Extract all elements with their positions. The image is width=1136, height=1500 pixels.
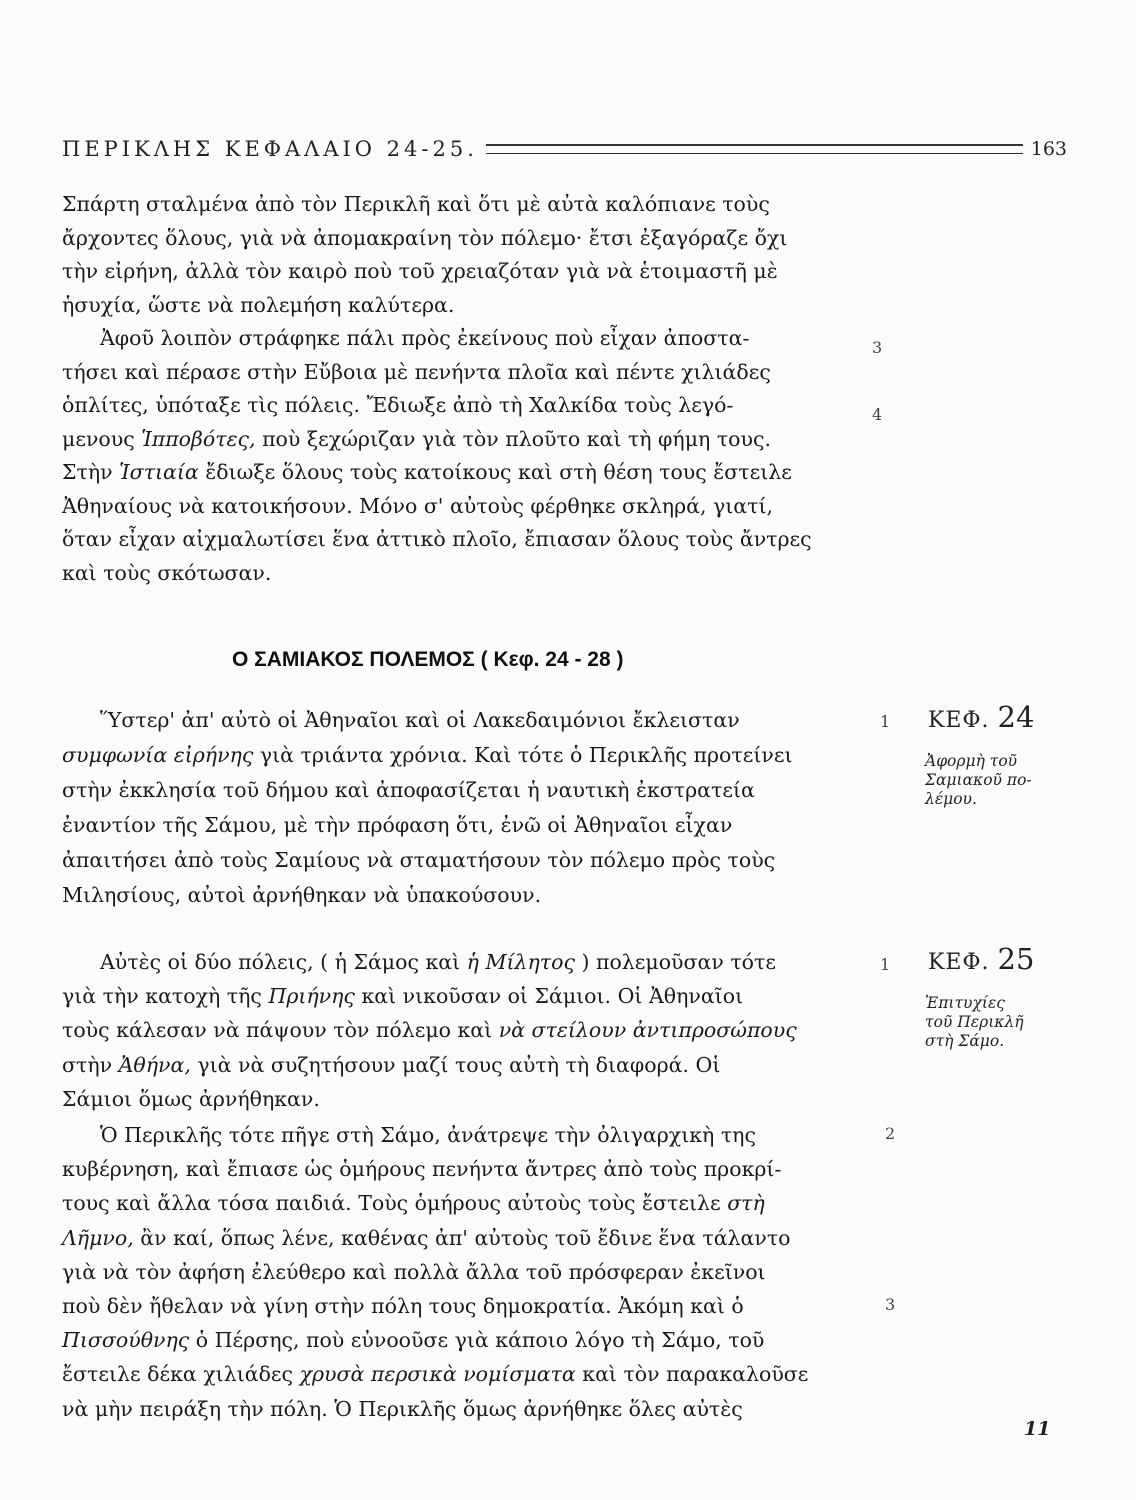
text-line: Λῆμνο, ἂν καί, ὅπως λένε, καθένας ἀπ' αὐτοὺς τοῦ ἔδινε ἕνα τάλαντο <box>62 1225 791 1250</box>
text-line: ἐναντίον τῆς Σάμου, μὲ τὴν πρόφαση ὅτι, ἐνῶ οἱ Ἀθηναῖοι εἶχαν <box>62 813 733 837</box>
margin-number: 2 <box>885 1124 896 1143</box>
text-line: ἄρχοντες ὅλους, γιὰ νὰ ἀπομακραίνη τὸν πόλεμο· ἔτσι ἐξαγόραζε ὄχι <box>62 225 788 250</box>
italic-term: στὴ <box>727 1191 765 1216</box>
italic-term: Πριήνης <box>268 984 355 1009</box>
margin-number: 3 <box>872 338 883 357</box>
text-line: ἀπαιτήσει ἀπὸ τοὺς Σαμίους νὰ σταματήσουν τὸν πόλεμο πρὸς τοὺς <box>62 848 776 872</box>
paragraph-3 <box>62 703 862 913</box>
text-line: Στὴν Ἱστιαία ἔδιωξε ὅλους τοὺς κατοίκους καὶ στὴ θέση τους ἔστειλε <box>62 460 792 484</box>
section-heading: Ο ΣΑΜΙΑΚΟΣ ΠΟΛΕΜΟΣ ( Κεφ. 24 - 28 ) <box>232 648 624 671</box>
running-header <box>62 136 1067 162</box>
text-line: ὁπλίτες, ὑπόταξε τὶς πόλεις. Ἔδιωξε ἀπὸ τὴ Χαλκίδα τοὺς λεγό- <box>62 393 734 417</box>
italic-term: Πισσούθνης <box>62 1328 190 1353</box>
italic-term: συμφωνία εἰρήνης <box>62 743 254 767</box>
italic-term: Λῆμνο, <box>62 1225 134 1250</box>
chapter-marker-24 <box>928 700 1034 734</box>
text-line: ἔστειλε δέκα χιλιάδες χρυσὰ περσικὰ νομίσματα καὶ τὸν παρακαλοῦσε <box>62 1362 809 1387</box>
text-line: Ἀφοῦ λοιπὸν στράφηκε πάλι πρὸς ἐκείνους ποὺ εἶχαν ἀποστα- <box>100 326 750 350</box>
chapter-marker-25 <box>928 942 1034 976</box>
chapter-label: ΚΕΦ. <box>928 708 990 733</box>
italic-term: Ἀθήνα, <box>118 1052 191 1077</box>
italic-term: Ἱστιαία <box>119 460 199 484</box>
text-line: στὴν Ἀθήνα, γιὰ νὰ συζητήσουν μαζί τους αὐτὴ τὴ διαφορά. Οἱ <box>62 1052 721 1077</box>
margin-note-24: Ἀφορμὴ τοῦ Σαμιακοῦ πο- λέμου. <box>925 752 1032 808</box>
italic-term: νὰ στείλουν ἀντιπροσώπους <box>498 1018 797 1043</box>
text-line: Σάμιοι ὅμως ἀρνήθηκαν. <box>62 1086 320 1111</box>
text-line: γιὰ νὰ τὸν ἀφήση ἐλεύθερο καὶ πολλὰ ἄλλα τοῦ πρόσφεραν ἐκεῖνοι <box>62 1259 766 1284</box>
margin-number: 3 <box>885 1295 896 1314</box>
header-title: ΠΕΡΙΚΛΗΣ ΚΕΦΑΛΑΙΟ 24-25. <box>62 137 478 161</box>
text-line: Ἀθηναίους νὰ κατοικήσουν. Μόνο σ' αὐτοὺς φέρθηκε σκληρά, γιατί, <box>62 493 774 518</box>
text-line: Μιλησίους, αὐτοὶ ἀρνήθηκαν νὰ ὑπακούσουν. <box>62 883 542 907</box>
paragraph-4 <box>62 945 862 1116</box>
text-line: γιὰ τὴν κατοχὴ τῆς Πριήνης καὶ νικοῦσαν οἱ Σάμιοι. Οἱ Ἀθηναῖοι <box>62 984 744 1009</box>
text-line: μενους Ἱπποβότες, ποὺ ξεχώριζαν γιὰ τὸν πλοῦτο καὶ τὴ φήμη τους. <box>62 426 771 451</box>
text-line: στὴν ἐκκλησία τοῦ δήμου καὶ ἀποφασίζεται ἡ ναυτικὴ ἐκστρατεία <box>62 778 755 802</box>
header-rule <box>486 144 1023 154</box>
italic-term: Ἱπποβότες, <box>141 426 256 451</box>
paragraph-1 <box>62 188 862 590</box>
folio-signature: 11 <box>1024 1418 1051 1440</box>
text-line: καὶ τοὺς σκότωσαν. <box>62 560 272 585</box>
text-line: νὰ μὴν πειράξη τὴν πόλη. Ὁ Περικλῆς ὅμως ἀρνήθηκε ὅλες αὐτὲς <box>62 1396 743 1421</box>
margin-number: 1 <box>880 955 891 974</box>
text-line: ποὺ δὲν ἤθελαν νὰ γίνη στὴν πόλη τους δημοκρατία. Ἀκόμη καὶ ὁ <box>62 1293 744 1318</box>
margin-number: 4 <box>872 405 883 424</box>
text-line: τήσει καὶ πέρασε στὴν Εὔβοια μὲ πενήντα πλοῖα καὶ πέντε χιλιάδες <box>62 359 771 384</box>
text-line: Πισσούθνης ὁ Πέρσης, ποὺ εὐνοοῦσε γιὰ κάποιο λόγο τὴ Σάμο, τοῦ <box>62 1328 765 1353</box>
chapter-number: 25 <box>997 942 1035 976</box>
margin-number: 1 <box>880 712 891 731</box>
text-line: Ὕστερ' ἀπ' αὐτὸ οἱ Ἀθηναῖοι καὶ οἱ Λακεδαιμόνιοι ἔκλεισταν <box>100 708 740 732</box>
text-line: τὴν εἰρήνη, ἀλλὰ τὸν καιρὸ ποὺ τοῦ χρειαζόταν γιὰ νὰ ἑτοιμαστῆ μὲ <box>62 259 778 283</box>
text-line: Αὐτὲς οἱ δύο πόλεις, ( ἡ Σάμος καὶ ἡ Μίλητος ) πολεμοῦσαν τότε <box>100 950 776 974</box>
paragraph-5 <box>62 1118 862 1426</box>
margin-note-25: Ἐπιτυχίες τοῦ Περικλῆ στὴ Σάμο. <box>925 994 1024 1050</box>
text-line: ὅταν εἶχαν αἰχμαλωτίσει ἕνα ἀττικὸ πλοῖο, ἔπιασαν ὅλους τοὺς ἄντρες <box>62 527 812 551</box>
text-line: συμφωνία εἰρήνης γιὰ τριάντα χρόνια. Καὶ τότε ὁ Περικλῆς προτείνει <box>62 743 793 767</box>
italic-term: ἡ Μίλητος <box>466 950 575 974</box>
text-line: Σπάρτη σταλμένα ἀπὸ τὸν Περικλῆ καὶ ὅτι μὲ αὐτὰ καλόπιανε τοὺς <box>62 192 770 216</box>
text-line: τοὺς κάλεσαν νὰ πάψουν τὸν πόλεμο καὶ νὰ στείλουν ἀντιπροσώπους <box>62 1018 797 1043</box>
text-line: Ὁ Περικλῆς τότε πῆγε στὴ Σάμο, ἀνάτρεψε τὴν ὀλιγαρχικὴ της <box>100 1123 756 1147</box>
chapter-number: 24 <box>997 700 1035 734</box>
page-number: 163 <box>1030 138 1067 160</box>
text-line: ἡσυχία, ὥστε νὰ πολεμήση καλύτερα. <box>62 292 455 317</box>
italic-term: χρυσὰ περσικὰ νομίσματα <box>299 1362 576 1387</box>
text-line: τους καὶ ἄλλα τόσα παιδιά. Τοὺς ὁμήρους αὐτοὺς τοὺς ἔστειλε στὴ <box>62 1191 765 1216</box>
text-line: κυβέρνηση, καὶ ἔπιασε ὡς ὁμήρους πενήντα ἄντρες ἀπὸ τοὺς προκρί- <box>62 1157 782 1182</box>
chapter-label: ΚΕΦ. <box>928 950 990 975</box>
